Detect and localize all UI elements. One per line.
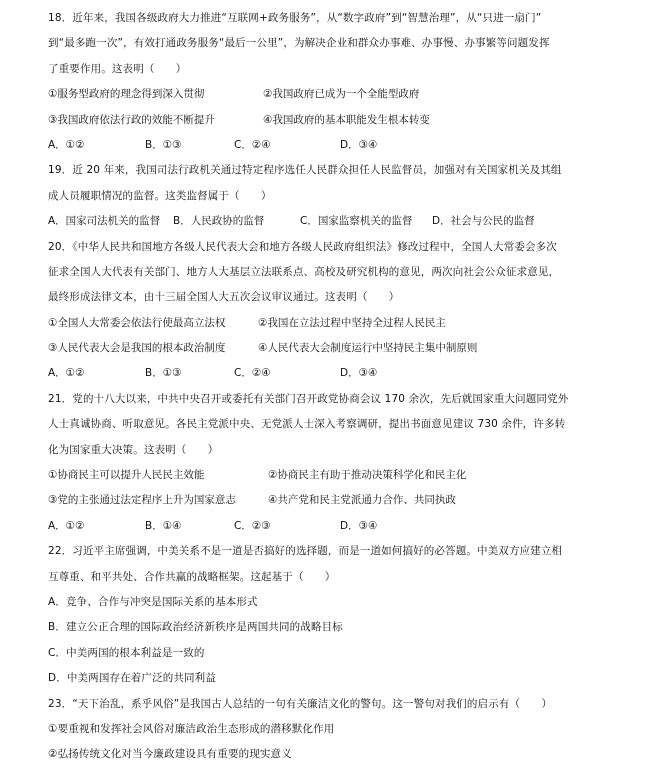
statement-1: ①协商民主可以提升人民民主效能	[48, 469, 205, 482]
option-b: B．人民政协的监督	[173, 215, 265, 228]
question-text-line: 征求全国人大代表有关部门、地方人大基层立法联系点、高校及研究机构的意见，两次向社会公众征求意见，	[48, 265, 560, 278]
question-18	[48, 6, 608, 158]
option-b: B．①③	[145, 138, 182, 151]
statement-3: ③人民代表大会是我国的根本政治制度	[48, 342, 226, 355]
question-text-line: 最终形成法律文本，由十三届全国人大五次会议审议通过。这表明（ ）	[48, 291, 400, 304]
statement-row	[48, 463, 608, 488]
question-19	[48, 158, 608, 234]
option-d: D．③④	[340, 138, 378, 151]
statement-1: ①要重视和发挥社会风俗对廉洁政治生态形成的潜移默化作用	[48, 722, 335, 735]
statement-3: ③我国政府依法行政的效能不断提升	[48, 113, 215, 126]
option-b: B．①③	[145, 367, 182, 380]
exam-page	[48, 6, 608, 768]
statement-row	[48, 488, 608, 513]
options-row	[48, 209, 608, 234]
statement-4: ④共产党和民主党派通力合作、共同执政	[268, 494, 456, 507]
statement-2: ②我国在立法过程中坚持全过程人民民主	[258, 316, 446, 329]
question-text-line: 20．《中华人民共和国地方各级人民代表大会和地方各级人民政府组织法》修改过程中，全国人大常委会多次	[48, 240, 557, 253]
statement-1: ①服务型政府的理念得到深入贯彻	[48, 88, 205, 101]
option-d: D．社会与公民的监督	[432, 215, 535, 228]
question-text-line: 18．近年来，我国各级政府大力推进“互联网+政务服务”，从“数字政府”到“智慧治理”，从“只进一扇门”	[48, 12, 542, 24]
option-b: B．①④	[145, 519, 182, 532]
question-20	[48, 235, 608, 387]
statement-row	[48, 311, 608, 336]
question-23	[48, 692, 608, 768]
statement-2: ②我国政府已成为一个全能型政府	[263, 88, 420, 101]
statement-3: ③党的主张通过法定程序上升为国家意志	[48, 494, 236, 507]
options-row	[48, 361, 608, 386]
statement-4: ④人民代表大会制度运行中坚持民主集中制原则	[258, 342, 478, 355]
option-c: C．②④	[234, 138, 271, 151]
option-b: B．建立公正合理的国际政治经济新秩序是两国共同的战略目标	[48, 621, 343, 634]
question-text-line: 化为国家重大决策。这表明（ ）	[48, 443, 219, 456]
question-text-line: 了重要作用。这表明（ ）	[48, 62, 187, 75]
option-d: D．③④	[340, 367, 378, 380]
option-d: D．中美两国存在着广泛的共同利益	[48, 672, 216, 685]
question-text-line: 22．习近平主席强调，中美关系不是一道是否搞好的选择题，而是一道如何搞好的必答题。中美双方应建立相	[48, 545, 563, 558]
statement-row	[48, 108, 608, 133]
question-text-line: 人士真诚协商、听取意见。各民主党派中央、无党派人士深入考察调研，提出书面意见建议 730 余件，许多转	[48, 418, 566, 431]
option-c: C．中美两国的根本利益是一致的	[48, 646, 205, 659]
option-c: C．②④	[234, 367, 271, 380]
statement-1: ①全国人大常委会依法行使最高立法权	[48, 316, 226, 329]
statement-4: ④我国政府的基本职能发生根本转变	[263, 113, 430, 126]
option-a: A．①②	[48, 138, 85, 151]
question-text-line: 21．党的十八大以来，中共中央召开或委托有关部门召开政党协商会议 170 余次，先后就国家重大问题同党外	[48, 392, 569, 405]
question-22	[48, 539, 608, 691]
option-c: C．②③	[234, 519, 271, 532]
question-text-line: 互尊重、和平共处、合作共赢的战略框架。这起基于（ ）	[48, 570, 336, 583]
option-d: D．③④	[340, 519, 378, 532]
statement-2: ②协商民主有助于推动决策科学化和民主化	[268, 469, 467, 482]
option-a: A．①②	[48, 367, 85, 380]
question-21	[48, 387, 608, 539]
statement-row	[48, 336, 608, 361]
option-a: A．①②	[48, 519, 85, 532]
option-a: A．国家司法机关的监督	[48, 215, 161, 228]
option-c: C．国家监察机关的监督	[300, 215, 413, 228]
statement-2: ②弘扬传统文化对当今廉政建设具有重要的现实意义	[48, 748, 292, 761]
options-row	[48, 133, 608, 158]
options-row	[48, 514, 608, 539]
question-text-line: 到“最多跑一次”，有效打通政务服务“最后一公里”，为解决企业和群众办事难、办事慢、办事繁等问题发挥	[48, 37, 550, 50]
question-text-line: 19．近 20 年来，我国司法行政机关通过特定程序选任人民群众担任人民监督员，加强对有关国家机关及其组	[48, 164, 562, 177]
option-a: A．竞争、合作与冲突是国际关系的基本形式	[48, 595, 258, 608]
statement-row	[48, 82, 608, 107]
question-text-line: 23．“天下治乱，系乎风俗”是我国古人总结的一句有关廉洁文化的警句。这一警句对我们的启示有（ ）	[48, 697, 553, 710]
question-text-line: 成人员履职情况的监督。这类监督属于（ ）	[48, 189, 272, 202]
